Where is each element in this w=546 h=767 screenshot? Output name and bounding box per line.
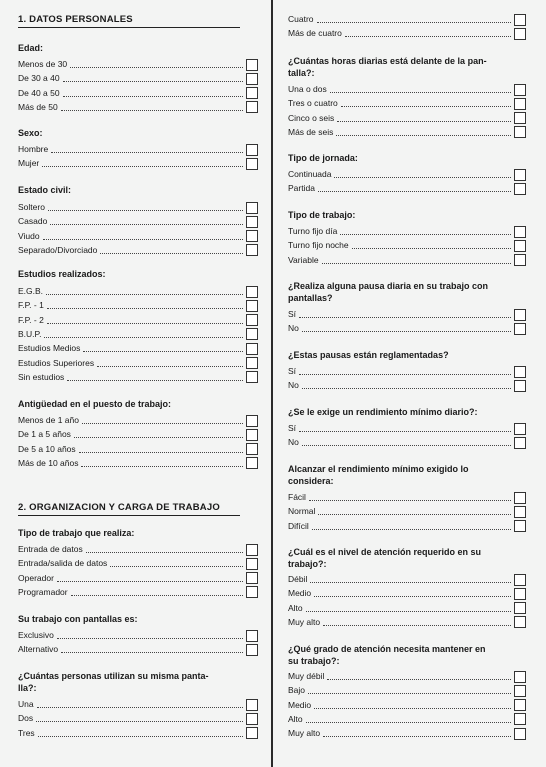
option-row — [288, 491, 526, 504]
question-horas-line1: ¿Cuántas horas diarias está delante de la pan- — [288, 56, 487, 66]
option-label: Entrada de datos — [18, 544, 83, 554]
option-label: No — [288, 380, 299, 391]
question-tipo-trabajo: Tipo de trabajo que realiza: — [18, 528, 135, 538]
dotted-leader — [314, 708, 511, 709]
option-label: De 1 a 5 años — [18, 429, 71, 440]
option-label: B.U.P. — [18, 328, 42, 339]
dotted-leader — [322, 263, 511, 264]
option-label: Continuada — [288, 169, 332, 179]
dotted-leader — [86, 552, 243, 553]
option-label: E.G.B. — [18, 286, 44, 296]
dotted-leader — [47, 308, 243, 309]
checkbox[interactable] — [246, 158, 258, 170]
option-label: Dos — [18, 713, 34, 724]
option-row — [18, 727, 258, 740]
option-label: Muy alto — [288, 616, 321, 627]
dotted-leader — [337, 121, 511, 122]
option-row — [18, 457, 258, 470]
option-row — [18, 143, 258, 156]
option-label: Alto — [288, 602, 303, 613]
option-row — [18, 244, 258, 257]
question-pausa-line2: pantallas? — [288, 293, 333, 303]
question-personas-line2: lla?: — [18, 683, 37, 693]
checkbox[interactable] — [514, 112, 526, 124]
option-label: Sin estudios — [18, 371, 65, 382]
dotted-leader — [318, 514, 511, 515]
question-tipo-trabajo-turno: Tipo de trabajo: — [288, 210, 356, 220]
option-label: Hombre — [18, 144, 49, 154]
option-label: Normal — [288, 506, 316, 517]
option-row — [288, 602, 526, 615]
option-row — [288, 670, 526, 683]
checkbox[interactable] — [246, 429, 258, 441]
section-heading-org: 2. ORGANIZACION Y CARGA DE TRABAJO — [18, 502, 240, 516]
option-label: Cinco o seis — [288, 112, 335, 123]
checkbox[interactable] — [514, 84, 526, 96]
option-label: Viudo — [18, 230, 40, 241]
dotted-leader — [334, 177, 511, 178]
dotted-leader — [97, 366, 243, 367]
option-label: Tres — [18, 727, 35, 738]
dotted-leader — [70, 67, 243, 68]
option-row — [18, 428, 258, 441]
dotted-leader — [341, 106, 511, 107]
option-row — [288, 13, 526, 26]
option-label: Bajo — [288, 685, 306, 696]
dotted-leader — [309, 500, 511, 501]
dotted-leader — [299, 374, 511, 375]
question-grado-line1: ¿Qué grado de atención necesita mantener en — [288, 644, 486, 654]
option-row — [288, 520, 526, 533]
checkbox[interactable] — [514, 506, 526, 518]
option-row — [288, 379, 526, 392]
option-label: Turno fijo día — [288, 226, 338, 236]
dotted-leader — [306, 722, 511, 723]
checkbox[interactable] — [246, 144, 258, 156]
right-column — [288, 0, 526, 767]
checkbox[interactable] — [514, 437, 526, 449]
dotted-leader — [61, 110, 243, 111]
option-label: Difícil — [288, 520, 309, 531]
checkbox[interactable] — [246, 101, 258, 113]
option-label: Sí — [288, 309, 297, 319]
option-row — [18, 101, 258, 114]
checkbox[interactable] — [514, 126, 526, 138]
dotted-leader — [82, 423, 243, 424]
question-estado-civil: Estado civil: — [18, 185, 72, 195]
option-label: Exclusivo — [18, 630, 54, 640]
option-label: De 30 a 40 — [18, 73, 60, 84]
question-atencion-line2: trabajo?: — [288, 559, 327, 569]
option-row — [288, 254, 526, 267]
dotted-leader — [100, 253, 243, 254]
checkbox[interactable] — [246, 314, 258, 326]
option-label: No — [288, 323, 299, 334]
option-label: Más de 10 años — [18, 457, 79, 468]
dotted-leader — [308, 693, 511, 694]
option-row — [18, 629, 258, 642]
option-row — [288, 699, 526, 712]
option-row — [288, 83, 526, 96]
option-label: Soltero — [18, 202, 45, 212]
dotted-leader — [352, 248, 511, 249]
option-label: Alto — [288, 713, 303, 724]
checkbox[interactable] — [514, 713, 526, 725]
question-horas-line2: talla?: — [288, 68, 315, 78]
dotted-leader — [51, 152, 243, 153]
option-label: Separado/Divorciado — [18, 244, 98, 255]
question-rendimiento: ¿Se le exige un rendimiento mínimo diario?: — [288, 407, 478, 417]
checkbox[interactable] — [514, 380, 526, 392]
option-row — [288, 239, 526, 252]
option-label: Estudios Medios — [18, 343, 81, 354]
dotted-leader — [336, 135, 511, 136]
checkbox[interactable] — [514, 309, 526, 321]
question-reglamentadas: ¿Estas pausas están reglamentadas? — [288, 350, 449, 360]
question-atencion-line1: ¿Cuál es el nivel de atención requerido en su — [288, 547, 482, 557]
option-label: Una o dos — [288, 84, 327, 94]
dotted-leader — [330, 92, 511, 93]
checkbox[interactable] — [246, 357, 258, 369]
checkbox[interactable] — [246, 328, 258, 340]
option-row — [288, 168, 526, 181]
question-estudios: Estudios realizados: — [18, 269, 106, 279]
dotted-leader — [302, 388, 511, 389]
dotted-leader — [44, 337, 243, 338]
checkbox[interactable] — [246, 457, 258, 469]
option-label: Estudios Superiores — [18, 357, 95, 368]
option-label: Sí — [288, 423, 297, 433]
dotted-leader — [57, 638, 243, 639]
option-label: Programador — [18, 586, 68, 597]
dotted-leader — [46, 294, 243, 295]
checkbox[interactable] — [514, 520, 526, 532]
dotted-leader — [318, 191, 511, 192]
question-edad: Edad: — [18, 43, 44, 53]
option-row — [288, 225, 526, 238]
checkbox[interactable] — [514, 423, 526, 435]
option-label: Una — [18, 699, 34, 709]
dotted-leader — [299, 317, 511, 318]
option-row — [288, 684, 526, 697]
dotted-leader — [310, 582, 511, 583]
option-row — [18, 643, 258, 656]
checkbox[interactable] — [246, 443, 258, 455]
question-grado-line2: su trabajo?: — [288, 656, 340, 666]
checkbox[interactable] — [514, 685, 526, 697]
option-row — [18, 357, 258, 370]
section-heading-personal: 1. DATOS PERSONALES — [18, 14, 240, 28]
option-row — [18, 572, 258, 585]
option-label: Casado — [18, 216, 48, 227]
checkbox[interactable] — [246, 73, 258, 85]
option-label: De 40 a 50 — [18, 87, 60, 98]
dotted-leader — [48, 210, 243, 211]
option-row — [288, 322, 526, 335]
checkbox[interactable] — [246, 586, 258, 598]
checkbox[interactable] — [514, 98, 526, 110]
option-label: Alternativo — [18, 644, 59, 655]
option-row — [18, 72, 258, 85]
option-label: Entrada/salida de datos — [18, 558, 108, 569]
dotted-leader — [83, 351, 243, 352]
option-label: Muy alto — [288, 728, 321, 739]
checkbox[interactable] — [246, 713, 258, 725]
option-row — [288, 573, 526, 586]
option-row — [288, 97, 526, 110]
checkbox[interactable] — [514, 728, 526, 740]
option-row — [288, 505, 526, 518]
question-alcanzar-line2: considera: — [288, 476, 334, 486]
option-row — [18, 543, 258, 556]
dotted-leader — [340, 234, 511, 235]
checkbox[interactable] — [514, 226, 526, 238]
checkbox[interactable] — [246, 371, 258, 383]
dotted-leader — [74, 437, 243, 438]
dotted-leader — [63, 96, 243, 97]
option-label: Menos de 1 año — [18, 415, 79, 425]
option-label: Operador — [18, 572, 54, 583]
option-row — [18, 157, 258, 170]
option-label: Más de cuatro — [288, 28, 342, 39]
dotted-leader — [317, 22, 511, 23]
checkbox[interactable] — [246, 699, 258, 711]
dotted-leader — [61, 652, 243, 653]
checkbox[interactable] — [246, 300, 258, 312]
option-label: No — [288, 437, 299, 448]
option-label: Medio — [288, 588, 312, 599]
checkbox[interactable] — [514, 254, 526, 266]
dotted-leader — [57, 581, 243, 582]
dotted-leader — [345, 36, 511, 37]
checkbox[interactable] — [246, 244, 258, 256]
question-pantallas: Su trabajo con pantallas es: — [18, 614, 138, 624]
question-jornada: Tipo de jornada: — [288, 153, 358, 163]
checkbox[interactable] — [246, 230, 258, 242]
option-label: Menos de 30 — [18, 59, 68, 69]
option-label: Turno fijo noche — [288, 240, 349, 251]
checkbox[interactable] — [246, 216, 258, 228]
option-label: Sí — [288, 366, 297, 376]
dotted-leader — [71, 595, 243, 596]
option-row — [18, 215, 258, 228]
checkbox[interactable] — [514, 14, 526, 26]
dotted-leader — [42, 166, 243, 167]
option-row — [18, 328, 258, 341]
option-row — [288, 587, 526, 600]
checkbox[interactable] — [514, 492, 526, 504]
question-sexo: Sexo: — [18, 128, 43, 138]
dotted-leader — [81, 466, 243, 467]
option-row — [288, 126, 526, 139]
checkbox[interactable] — [514, 323, 526, 335]
checkbox[interactable] — [514, 602, 526, 614]
option-label: Tres o cuatro — [288, 98, 338, 109]
dotted-leader — [36, 721, 243, 722]
option-row — [288, 182, 526, 195]
checkbox[interactable] — [246, 87, 258, 99]
option-row — [18, 58, 258, 71]
option-label: Partida — [288, 183, 315, 194]
dotted-leader — [327, 679, 511, 680]
option-row — [18, 586, 258, 599]
checkbox[interactable] — [246, 558, 258, 570]
checkbox[interactable] — [246, 630, 258, 642]
question-alcanzar-line1: Alcanzar el rendimiento mínimo exigido lo — [288, 464, 469, 474]
question-antiguedad: Antigüedad en el puesto de trabajo: — [18, 399, 172, 409]
option-row — [18, 712, 258, 725]
dotted-leader — [43, 239, 243, 240]
checkbox[interactable] — [514, 366, 526, 378]
option-row — [18, 698, 258, 711]
checkbox[interactable] — [514, 169, 526, 181]
option-label: F.P. - 2 — [18, 314, 44, 325]
option-row — [288, 27, 526, 40]
option-row — [288, 727, 526, 740]
option-label: Muy débil — [288, 671, 325, 681]
option-row — [18, 443, 258, 456]
option-row — [18, 87, 258, 100]
checkbox[interactable] — [514, 699, 526, 711]
option-row — [18, 299, 258, 312]
checkbox[interactable] — [246, 343, 258, 355]
dotted-leader — [50, 224, 243, 225]
option-row — [18, 371, 258, 384]
option-row — [18, 557, 258, 570]
option-label: F.P. - 1 — [18, 300, 44, 311]
option-row — [288, 308, 526, 321]
option-label: Mujer — [18, 158, 40, 169]
left-column — [18, 0, 258, 767]
dotted-leader — [312, 529, 511, 530]
question-pausa-line1: ¿Realiza alguna pausa diaria en su trabajo con — [288, 281, 489, 291]
checkbox[interactable] — [514, 183, 526, 195]
option-label: Variable — [288, 254, 319, 265]
dotted-leader — [302, 445, 511, 446]
option-row — [18, 285, 258, 298]
checkbox[interactable] — [246, 202, 258, 214]
column-divider — [271, 0, 273, 767]
option-row — [18, 342, 258, 355]
option-row — [18, 314, 258, 327]
checkbox[interactable] — [246, 544, 258, 556]
option-row — [288, 713, 526, 726]
question-personas-line1: ¿Cuántas personas utilizan su misma panta- — [18, 671, 209, 681]
option-row — [18, 201, 258, 214]
dotted-leader — [306, 611, 511, 612]
option-label: Cuatro — [288, 14, 314, 24]
checkbox[interactable] — [246, 286, 258, 298]
option-label: Más de 50 — [18, 101, 58, 112]
option-row — [18, 230, 258, 243]
checkbox[interactable] — [246, 59, 258, 71]
dotted-leader — [38, 736, 243, 737]
checkbox[interactable] — [514, 588, 526, 600]
dotted-leader — [37, 707, 243, 708]
checkbox[interactable] — [514, 671, 526, 683]
option-row — [288, 422, 526, 435]
option-row — [18, 414, 258, 427]
dotted-leader — [47, 323, 243, 324]
option-row — [288, 616, 526, 629]
checkbox[interactable] — [514, 28, 526, 40]
dotted-leader — [323, 736, 511, 737]
dotted-leader — [67, 380, 243, 381]
checkbox[interactable] — [246, 415, 258, 427]
dotted-leader — [302, 331, 511, 332]
dotted-leader — [323, 625, 511, 626]
checkbox[interactable] — [246, 572, 258, 584]
checkbox[interactable] — [514, 240, 526, 252]
option-label: Medio — [288, 699, 312, 710]
checkbox[interactable] — [246, 727, 258, 739]
option-label: De 5 a 10 años — [18, 443, 76, 454]
option-label: Fácil — [288, 492, 306, 502]
dotted-leader — [79, 452, 243, 453]
dotted-leader — [314, 596, 511, 597]
dotted-leader — [299, 431, 511, 432]
option-row — [288, 436, 526, 449]
option-label: Más de seis — [288, 126, 334, 137]
option-label: Débil — [288, 574, 308, 584]
option-row — [288, 112, 526, 125]
checkbox[interactable] — [514, 574, 526, 586]
dotted-leader — [110, 566, 243, 567]
option-row — [288, 365, 526, 378]
checkbox[interactable] — [246, 644, 258, 656]
dotted-leader — [63, 81, 243, 82]
checkbox[interactable] — [514, 616, 526, 628]
